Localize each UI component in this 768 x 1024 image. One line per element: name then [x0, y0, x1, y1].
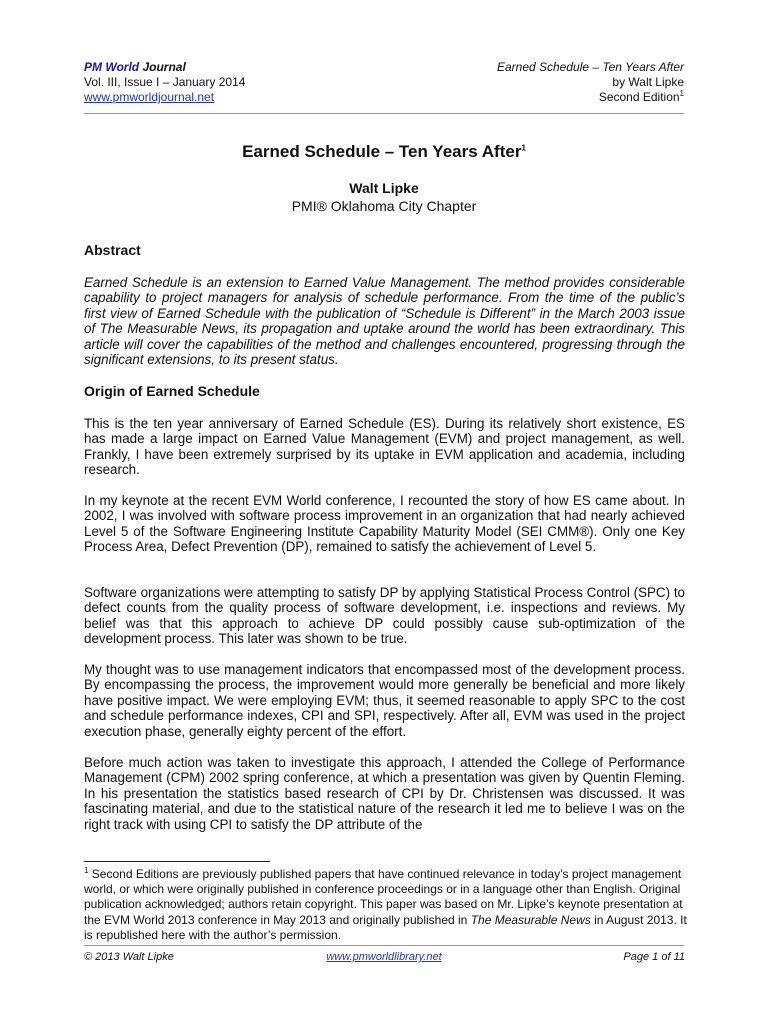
- footnote-publication: The Measurable News: [470, 912, 591, 927]
- journal-volume: Vol. III, Issue I – January 2014: [84, 75, 246, 89]
- journal-word: Journal: [142, 60, 186, 74]
- abstract-paragraph: Earned Schedule is an extension to Earned Value Management. The method provides considerable capability to project managers for analysis of schedule performance. From the time of the public’s first view of Earned Schedule with the publication of “Schedule is Different” in the March 2003 issue of The Measurable News, its propagation and uptake around the world has been extraordinary. This article will cover the capabilities of the method and challenges encountered, progressing through the significant extensions, to its present status.: [84, 275, 685, 368]
- body-paragraph: This is the ten year anniversary of Earned Schedule (ES). During its relatively short existence, ES has made a large impact on Earned Value Management (EVM) and project management, as well. Frankly, I have been extremely surprised by its uptake in EVM application and academia, including research.: [84, 416, 685, 478]
- edition-note-marker[interactable]: 1: [679, 89, 684, 98]
- journal-website-link[interactable]: www.pmworldjournal.net: [84, 90, 215, 104]
- header-divider: [84, 113, 684, 114]
- article-title-text: Earned Schedule – Ten Years After: [242, 142, 522, 161]
- body-paragraph: Before much action was taken to investigate this approach, I attended the College of Performance Management (CPM) 2002 spring conference, at which a presentation was given by Quentin Fleming. In his presentation the statistics based research of CPI by Dr. Christensen was discussed. It was fascinating material, and due to the statistical nature of the research it led me to believe I was on the right track with using CPI to satisfy the DP attribute of the: [84, 755, 685, 832]
- footnote: [84, 867, 688, 943]
- footer-library-link[interactable]: www.pmworldlibrary.net: [326, 951, 442, 963]
- title-note-marker[interactable]: 1: [521, 143, 526, 153]
- origin-heading: Origin of Earned Schedule: [84, 383, 260, 399]
- author-name: Walt Lipke: [349, 180, 419, 196]
- header-edition: [497, 90, 684, 105]
- article-title: [84, 142, 684, 162]
- body-paragraph: My thought was to use management indicators that encompassed most of the development process. By encompassing the process, the improvement would more generally be beneficial and more likely have positive impact. We were employing EVM; thus, it seemed reasonable to apply SPC to the cost and schedule performance indexes, CPI and SPI, respectively. After all, EVM was used in the project execution phase, generally eighty percent of the effort.: [84, 662, 685, 739]
- author-affiliation: PMI® Oklahoma City Chapter: [291, 198, 477, 214]
- body-paragraph: Software organizations were attempting to satisfy DP by applying Statistical Process Control (SPC) to defect counts from the quality process of software development, i.e. inspections and reviews. My belief was that this approach to achieve DP could possibly cause sub-optimization of the development process. This later was shown to be true.: [84, 585, 685, 647]
- header-article-title: Earned Schedule – Ten Years After: [496, 60, 684, 74]
- journal-name: [84, 60, 245, 75]
- footer-copyright: © 2013 Walt Lipke: [84, 951, 174, 963]
- edition-label: Second Edition: [598, 90, 680, 104]
- article-info: [497, 60, 684, 105]
- footnote-marker: 1: [84, 866, 89, 875]
- footnote-divider: [84, 861, 270, 862]
- abstract-heading: Abstract: [84, 242, 141, 258]
- journal-info: [84, 60, 245, 105]
- header-byline: by Walt Lipke: [612, 75, 684, 89]
- body-paragraph: In my keynote at the recent EVM World conference, I recounted the story of how ES came about. In 2002, I was involved with software process improvement in an organization that had nearly achieved Level 5 of the Software Engineering Institute Capability Maturity Model (SEI CMM®). Only one Key Process Area, Defect Prevention (DP), remained to satisfy the achievement of Level 5.: [84, 493, 685, 555]
- footnote-text-b: in August 2013. It is republished here with the author’s permission.: [84, 912, 687, 942]
- page-number: Page 1 of 11: [623, 951, 685, 963]
- page-header: [84, 60, 684, 110]
- footnote-text-a: Second Editions are previously published papers that have continued relevance in today’s project management world, or which were originally published in conference proceedings or in a language other than English. Original publication acknowledged; authors retain copyright. This paper was based on Mr. Lipke’s keynote presentation at the EVM World 2013 conference in May 2013 and originally published in: [84, 867, 683, 927]
- journal-brand: PM World: [84, 60, 140, 74]
- footer-divider: [84, 945, 684, 946]
